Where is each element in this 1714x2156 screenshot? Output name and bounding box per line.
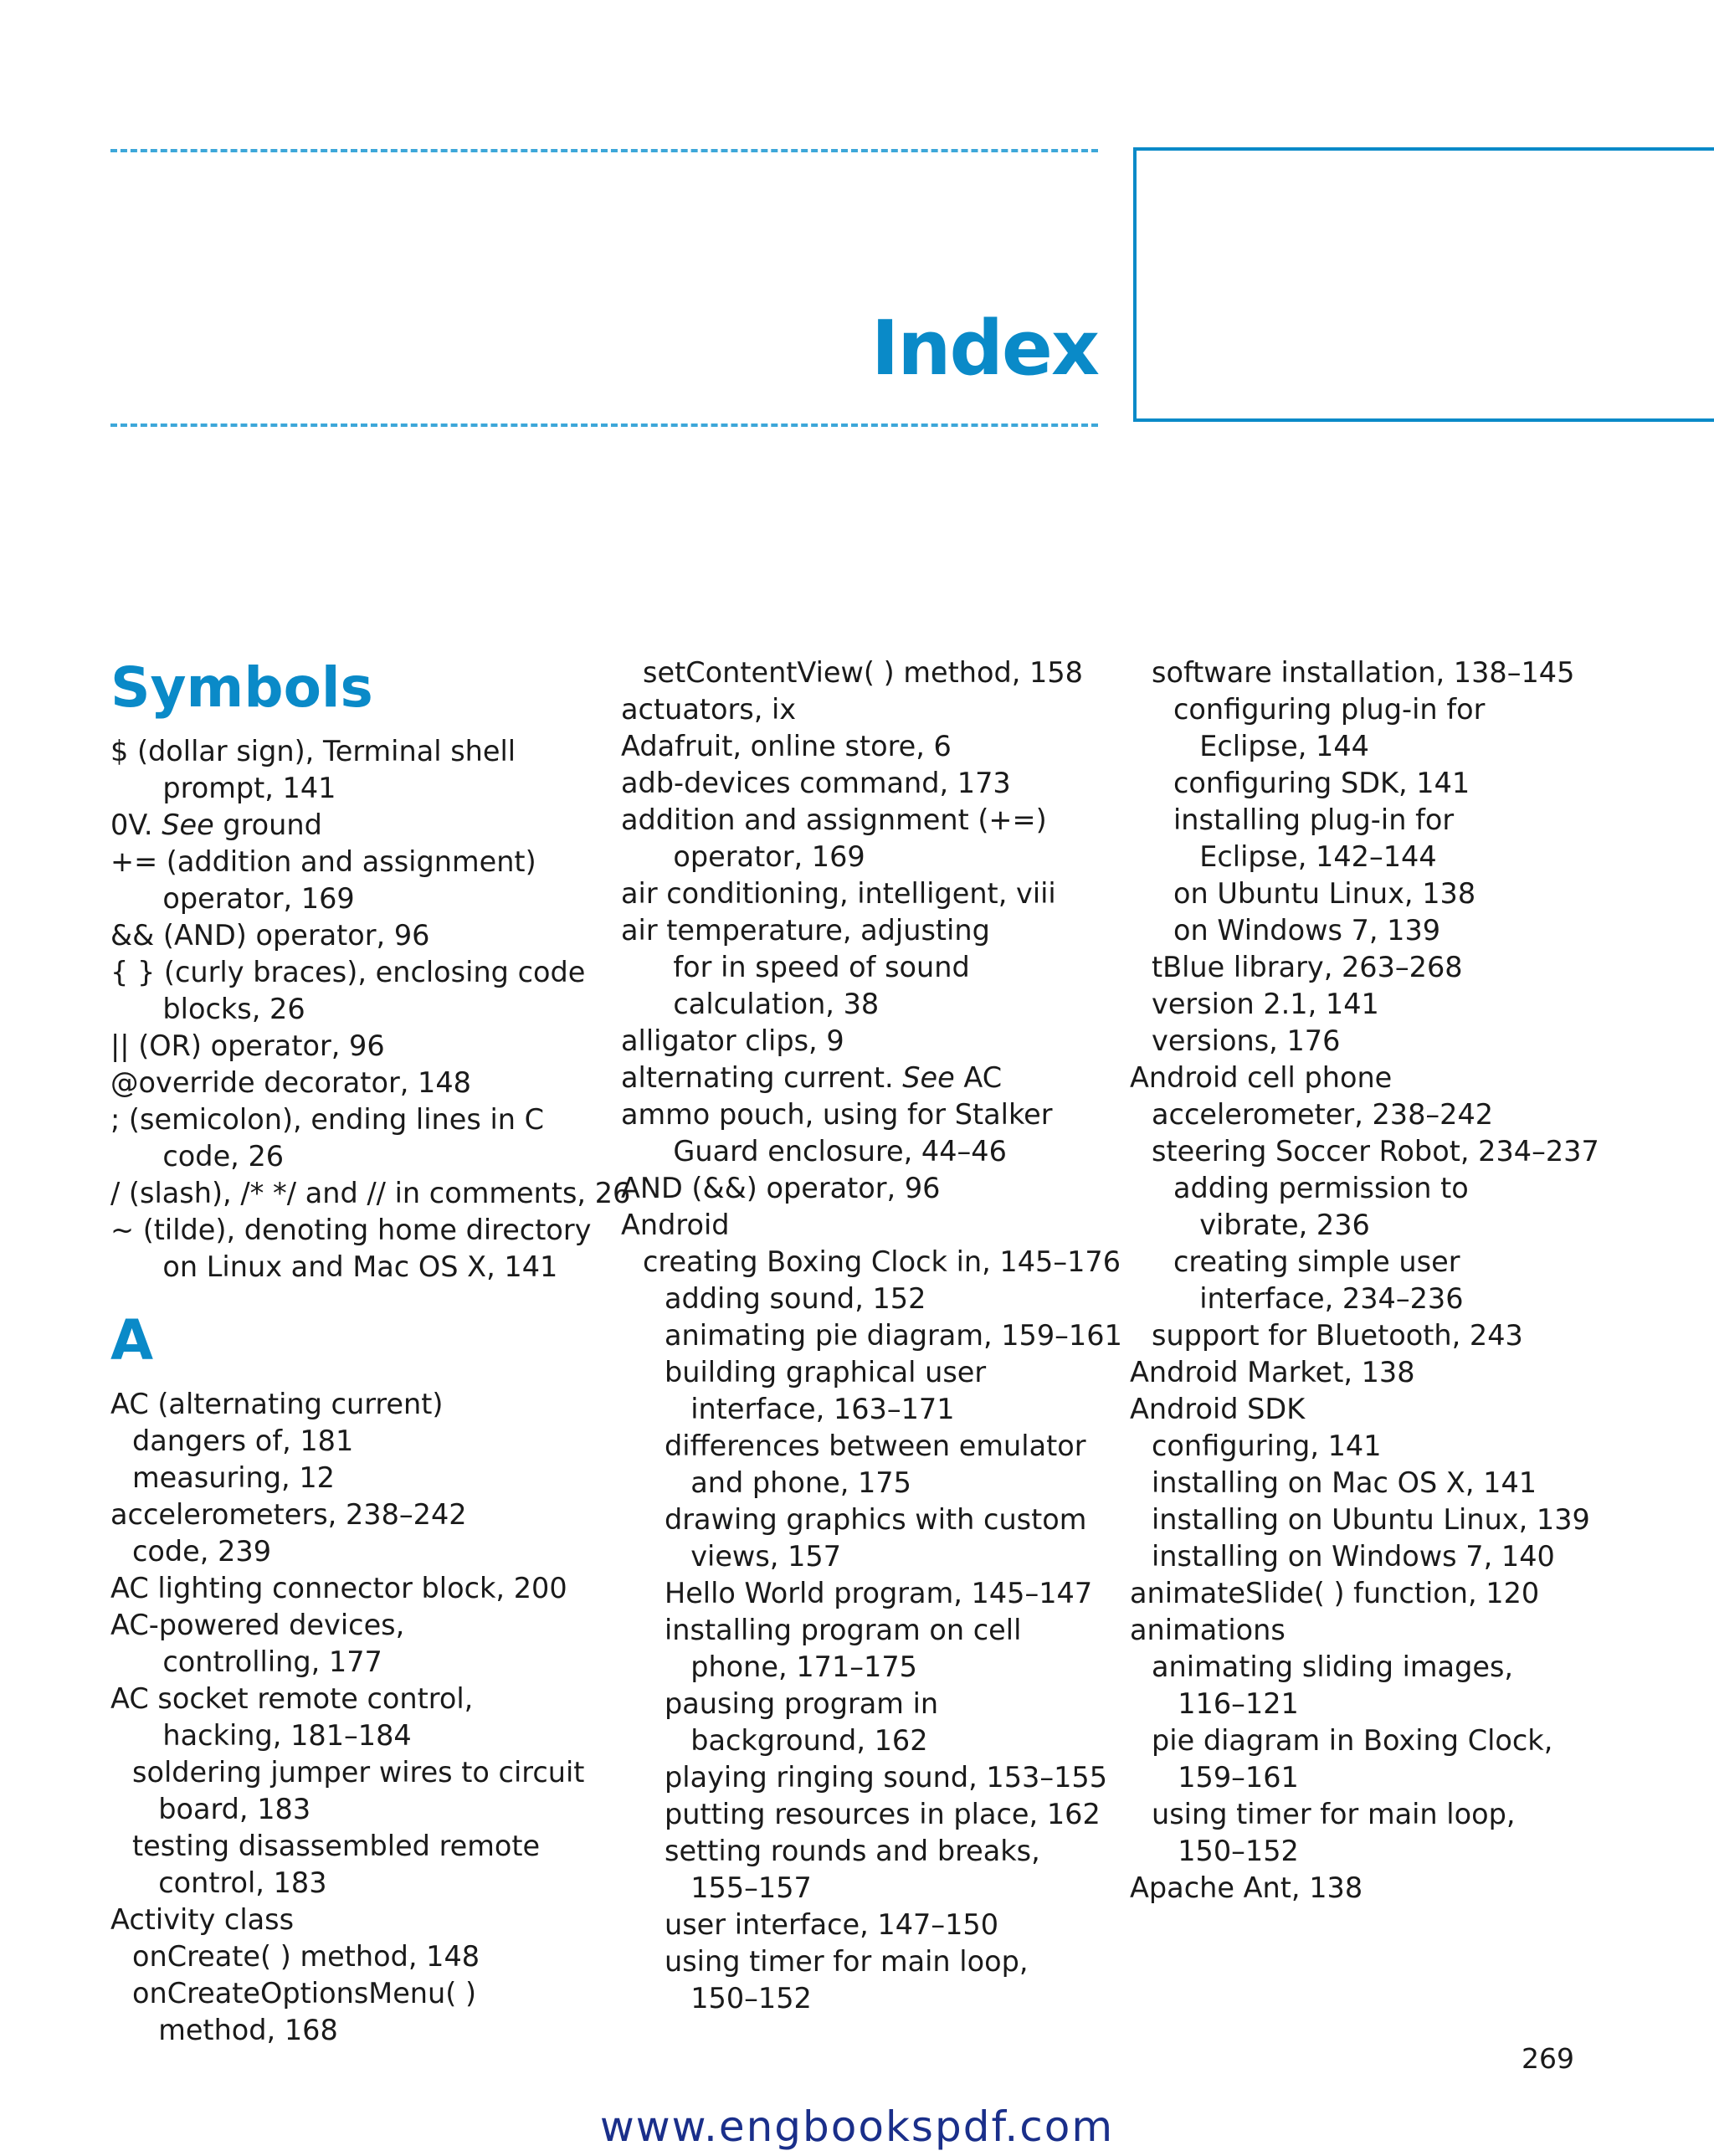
- index-entry: [1130, 728, 1632, 765]
- entry-text: Guard enclosure, 44–46: [673, 1135, 1007, 1168]
- entry-text: 159–161: [1178, 1761, 1299, 1794]
- index-entry: [110, 917, 596, 954]
- index-entry: [621, 1943, 1106, 1980]
- index-entry: [621, 839, 1106, 875]
- index-entry: [110, 2012, 596, 2049]
- entry-text: adding sound, 152: [665, 1282, 926, 1315]
- index-entry: [621, 1833, 1106, 1870]
- entry-text: Android cell phone: [1130, 1061, 1393, 1094]
- entry-text: 155–157: [690, 1871, 812, 1904]
- entry-text: versions, 176: [1152, 1024, 1341, 1057]
- index-entry: [1130, 802, 1632, 839]
- index-entry: [1130, 691, 1632, 728]
- index-entry: [621, 875, 1106, 912]
- entry-text: 150–152: [1178, 1835, 1299, 1867]
- entry-text: accelerometers, 238–242: [110, 1498, 467, 1531]
- entry-text: 0V.: [110, 808, 162, 841]
- index-entry: [1130, 839, 1632, 875]
- entry-text: on Linux and Mac OS X, 141: [162, 1250, 558, 1283]
- index-entry: [1130, 654, 1632, 691]
- index-entry: [110, 1533, 596, 1570]
- entry-text: installing on Windows 7, 140: [1152, 1540, 1555, 1573]
- entry-text: support for Bluetooth, 243: [1152, 1319, 1523, 1352]
- entry-text: animating pie diagram, 159–161: [665, 1319, 1122, 1352]
- entry-text: Android Market, 138: [1130, 1356, 1415, 1389]
- entry-text: pausing program in: [665, 1687, 939, 1720]
- index-entry: [621, 1207, 1106, 1244]
- index-entry: [110, 1065, 596, 1101]
- entry-text: code, 239: [132, 1535, 272, 1568]
- index-entry: [1130, 1133, 1632, 1170]
- index-entry: [1130, 1612, 1632, 1649]
- index-entry: [1130, 1759, 1632, 1796]
- index-entry: [621, 949, 1106, 986]
- see-target: ground: [213, 808, 322, 841]
- entry-text: configuring, 141: [1152, 1430, 1382, 1462]
- entry-text: installing on Ubuntu Linux, 139: [1152, 1503, 1590, 1536]
- entry-text: accelerometer, 238–242: [1152, 1098, 1494, 1131]
- entry-text: on Windows 7, 139: [1173, 914, 1441, 947]
- entry-text: Eclipse, 144: [1199, 730, 1369, 762]
- entry-text: hacking, 181–184: [162, 1719, 412, 1752]
- index-entry: [110, 1101, 596, 1138]
- entry-text: Apache Ant, 138: [1130, 1871, 1363, 1904]
- see-reference: See: [162, 808, 214, 841]
- entry-text: ammo pouch, using for Stalker: [621, 1098, 1053, 1131]
- index-entry: [621, 1023, 1106, 1060]
- entry-text: setting rounds and breaks,: [665, 1835, 1040, 1867]
- entry-text: using timer for main loop,: [665, 1945, 1029, 1978]
- entry-text: @override decorator, 148: [110, 1066, 471, 1099]
- index-entry: [1130, 1170, 1632, 1207]
- index-entry: [621, 1096, 1106, 1133]
- entry-text: views, 157: [690, 1540, 842, 1573]
- index-entry: [621, 1612, 1106, 1649]
- entry-text: on Ubuntu Linux, 138: [1173, 877, 1476, 910]
- index-entry: [1130, 1649, 1632, 1686]
- entry-text: Android: [621, 1209, 730, 1241]
- entry-text: dangers of, 181: [132, 1424, 354, 1457]
- index-entry: [1130, 1317, 1632, 1354]
- index-entry: [621, 1281, 1106, 1317]
- index-entry: [621, 1244, 1121, 1281]
- index-entry: [110, 1460, 596, 1496]
- index-entry: [621, 1428, 1106, 1465]
- entry-text: playing ringing sound, 153–155: [665, 1761, 1108, 1794]
- index-entry: [621, 1391, 1106, 1428]
- entry-text: differences between emulator: [665, 1430, 1086, 1462]
- entry-text: creating Boxing Clock in, 145–176: [643, 1245, 1121, 1278]
- entry-text: air temperature, adjusting: [621, 914, 990, 947]
- index-entry: [110, 1028, 596, 1065]
- index-entry: [621, 1317, 1122, 1354]
- index-entry: [110, 991, 596, 1028]
- index-entry: [110, 1938, 596, 1975]
- entry-text: for in speed of sound: [673, 951, 970, 983]
- entry-text: tBlue library, 263–268: [1152, 951, 1463, 983]
- entry-text: setContentView( ) method, 158: [643, 656, 1083, 689]
- entry-text: alternating current.: [621, 1061, 903, 1094]
- index-entry: [621, 986, 1106, 1023]
- entry-text: $ (dollar sign), Terminal shell: [110, 735, 516, 767]
- index-entry: [110, 1681, 596, 1717]
- index-entry: [110, 844, 596, 880]
- entry-text: Adafruit, online store, 6: [621, 730, 952, 762]
- entry-text: building graphical user: [665, 1356, 987, 1389]
- index-entry: [110, 954, 596, 991]
- entry-text: onCreateOptionsMenu( ): [132, 1977, 477, 2010]
- index-entry: [621, 1354, 1106, 1391]
- entry-text: drawing graphics with custom: [665, 1503, 1087, 1536]
- index-entry: [1130, 1060, 1632, 1096]
- entry-text: installing program on cell: [665, 1614, 1022, 1646]
- entry-text: software installation, 138–145: [1152, 656, 1575, 689]
- entry-text: alligator clips, 9: [621, 1024, 844, 1057]
- entry-text: AC socket remote control,: [110, 1682, 474, 1715]
- entry-text: controlling, 177: [162, 1645, 382, 1678]
- index-entry: [621, 728, 1106, 765]
- entry-text: animateSlide( ) function, 120: [1130, 1577, 1540, 1609]
- index-entry: [621, 1980, 1106, 2017]
- index-entry: [1130, 765, 1632, 802]
- index-entry: [110, 1138, 596, 1175]
- dashed-rule-bottom: [110, 424, 1098, 427]
- index-entry: [1130, 1538, 1632, 1575]
- entry-text: { } (curly braces), enclosing code: [110, 956, 586, 988]
- entry-text: actuators, ix: [621, 693, 797, 726]
- index-entry: [621, 1796, 1106, 1833]
- index-entry: [1130, 912, 1632, 949]
- entry-text: animating sliding images,: [1152, 1650, 1514, 1683]
- index-entry: [621, 1465, 1106, 1502]
- entry-text: configuring SDK, 141: [1173, 767, 1470, 799]
- page-title: Index: [870, 305, 1098, 393]
- entry-text: soldering jumper wires to circuit: [132, 1756, 585, 1789]
- entry-text: air conditioning, intelligent, viii: [621, 877, 1056, 910]
- index-entry: [1130, 1281, 1632, 1317]
- index-entry: [1130, 986, 1632, 1023]
- index-entry: [621, 1538, 1106, 1575]
- index-entry: [110, 1212, 596, 1249]
- entry-text: control, 183: [158, 1866, 327, 1899]
- index-entry: [621, 765, 1106, 802]
- index-entry: [110, 1754, 596, 1791]
- index-column-1: [110, 654, 631, 2049]
- entry-text: operator, 169: [673, 840, 865, 873]
- index-entry: [1130, 1686, 1632, 1722]
- entry-text: using timer for main loop,: [1152, 1798, 1516, 1830]
- entry-text: background, 162: [690, 1724, 928, 1757]
- chapter-tab-box: [1133, 147, 1714, 422]
- index-entry: [621, 1575, 1106, 1612]
- entry-text: Activity class: [110, 1903, 295, 1936]
- index-entry: [110, 1828, 596, 1865]
- index-entry: [1130, 1096, 1632, 1133]
- entry-text: adb-devices command, 173: [621, 767, 1011, 799]
- index-entry: [110, 1902, 596, 1938]
- index-entry: [621, 1759, 1106, 1796]
- index-entry: [1130, 1244, 1632, 1281]
- index-entry: [1130, 1796, 1632, 1833]
- index-entry: [621, 1870, 1106, 1907]
- index-column-3: [1130, 654, 1632, 1907]
- index-entry: [110, 1975, 596, 2012]
- index-entry: [1130, 1575, 1632, 1612]
- entry-text: prompt, 141: [162, 772, 336, 804]
- dashed-rule-top: [110, 149, 1098, 152]
- index-entry: [110, 1249, 596, 1286]
- entry-text: addition and assignment (+=): [621, 803, 1047, 836]
- entry-text: 116–121: [1178, 1687, 1299, 1720]
- index-entry: [110, 1175, 631, 1212]
- entry-text: / (slash), /* */ and // in comments, 26: [110, 1177, 631, 1209]
- entry-text: Eclipse, 142–144: [1199, 840, 1437, 873]
- index-entry: [621, 1502, 1106, 1538]
- entry-text: adding permission to: [1173, 1172, 1469, 1204]
- index-entry: [1130, 1870, 1632, 1907]
- entry-text: board, 183: [158, 1793, 311, 1825]
- section-heading: A: [110, 1308, 154, 1373]
- page-number: 269: [1522, 2042, 1574, 2075]
- index-entry: [1130, 875, 1632, 912]
- index-entry: [621, 691, 1106, 728]
- entry-text: interface, 234–236: [1199, 1282, 1464, 1315]
- entry-text: calculation, 38: [673, 988, 880, 1020]
- see-target: AC: [954, 1061, 1003, 1094]
- index-entry: [1130, 1207, 1632, 1244]
- entry-text: and phone, 175: [690, 1466, 911, 1499]
- index-entry: [110, 1423, 596, 1460]
- entry-text: measuring, 12: [132, 1461, 335, 1494]
- entry-text: creating simple user: [1173, 1245, 1460, 1278]
- entry-text: installing on Mac OS X, 141: [1152, 1466, 1537, 1499]
- index-entry: [1130, 1023, 1632, 1060]
- entry-text: ~ (tilde), denoting home directory: [110, 1214, 592, 1246]
- index-entry: [1130, 1722, 1632, 1759]
- entry-text: putting resources in place, 162: [665, 1798, 1101, 1830]
- entry-text: AC-powered devices,: [110, 1609, 405, 1641]
- entry-text: phone, 171–175: [690, 1650, 917, 1683]
- index-entry: [110, 1791, 596, 1828]
- entry-text: user interface, 147–150: [665, 1908, 999, 1941]
- entry-text: configuring plug-in for: [1173, 693, 1486, 726]
- see-reference: See: [902, 1061, 955, 1094]
- entry-text: vibrate, 236: [1199, 1209, 1370, 1241]
- section-heading: Symbols: [110, 655, 373, 720]
- entry-text: AC lighting connector block, 200: [110, 1572, 567, 1604]
- index-entry: [1130, 1354, 1632, 1391]
- index-entry: [110, 733, 596, 770]
- entry-text: onCreate( ) method, 148: [132, 1940, 480, 1973]
- index-entry: [621, 1722, 1106, 1759]
- index-entry: [1130, 1391, 1632, 1428]
- entry-text: blocks, 26: [162, 993, 305, 1025]
- index-entry: [110, 1717, 596, 1754]
- entry-text: 150–152: [690, 1982, 812, 2015]
- index-entry: [621, 1907, 1106, 1943]
- footer-url[interactable]: www.engbookspdf.com: [599, 2102, 1115, 2151]
- index-entry: [1130, 1465, 1632, 1502]
- entry-text: code, 26: [162, 1140, 285, 1173]
- index-entry: [110, 1865, 596, 1902]
- entry-text: Hello World program, 145–147: [665, 1577, 1093, 1609]
- index-entry: [621, 912, 1106, 949]
- entry-text: || (OR) operator, 96: [110, 1029, 385, 1062]
- entry-text: operator, 169: [162, 882, 355, 915]
- index-entry: [110, 770, 596, 807]
- entry-text: steering Soccer Robot, 234–237: [1152, 1135, 1599, 1168]
- entry-text: animations: [1130, 1614, 1286, 1646]
- index-entry: [110, 1607, 596, 1644]
- index-column-2: [621, 654, 1122, 2017]
- entry-text: += (addition and assignment): [110, 845, 536, 878]
- index-entry: [110, 1496, 596, 1533]
- index-entry: [1130, 1833, 1632, 1870]
- index-entry: [621, 654, 1106, 691]
- entry-text: ; (semicolon), ending lines in C: [110, 1103, 545, 1136]
- index-entry: [110, 880, 596, 917]
- index-entry: [621, 1686, 1106, 1722]
- entry-text: AC (alternating current): [110, 1388, 444, 1420]
- entry-text: installing plug-in for: [1173, 803, 1455, 836]
- index-entry: [1130, 1428, 1632, 1465]
- entry-text: AND (&&) operator, 96: [621, 1172, 941, 1204]
- entry-text: interface, 163–171: [690, 1393, 955, 1425]
- index-entry: [110, 1386, 596, 1423]
- entry-text: pie diagram in Boxing Clock,: [1152, 1724, 1553, 1757]
- entry-text: && (AND) operator, 96: [110, 919, 430, 952]
- entry-text: version 2.1, 141: [1152, 988, 1379, 1020]
- index-entry: [621, 1170, 1106, 1207]
- index-entry: [1130, 949, 1632, 986]
- index-entry: [110, 1570, 596, 1607]
- index-entry: [110, 1644, 596, 1681]
- entry-text: method, 168: [158, 2014, 338, 2046]
- index-entry: [621, 802, 1106, 839]
- index-entry: [621, 1649, 1106, 1686]
- index-entry: [1130, 1502, 1632, 1538]
- entry-text: Android SDK: [1130, 1393, 1306, 1425]
- index-entry: [110, 807, 596, 844]
- index-entry: [621, 1060, 1106, 1096]
- entry-text: testing disassembled remote: [132, 1830, 541, 1862]
- index-entry: [621, 1133, 1106, 1170]
